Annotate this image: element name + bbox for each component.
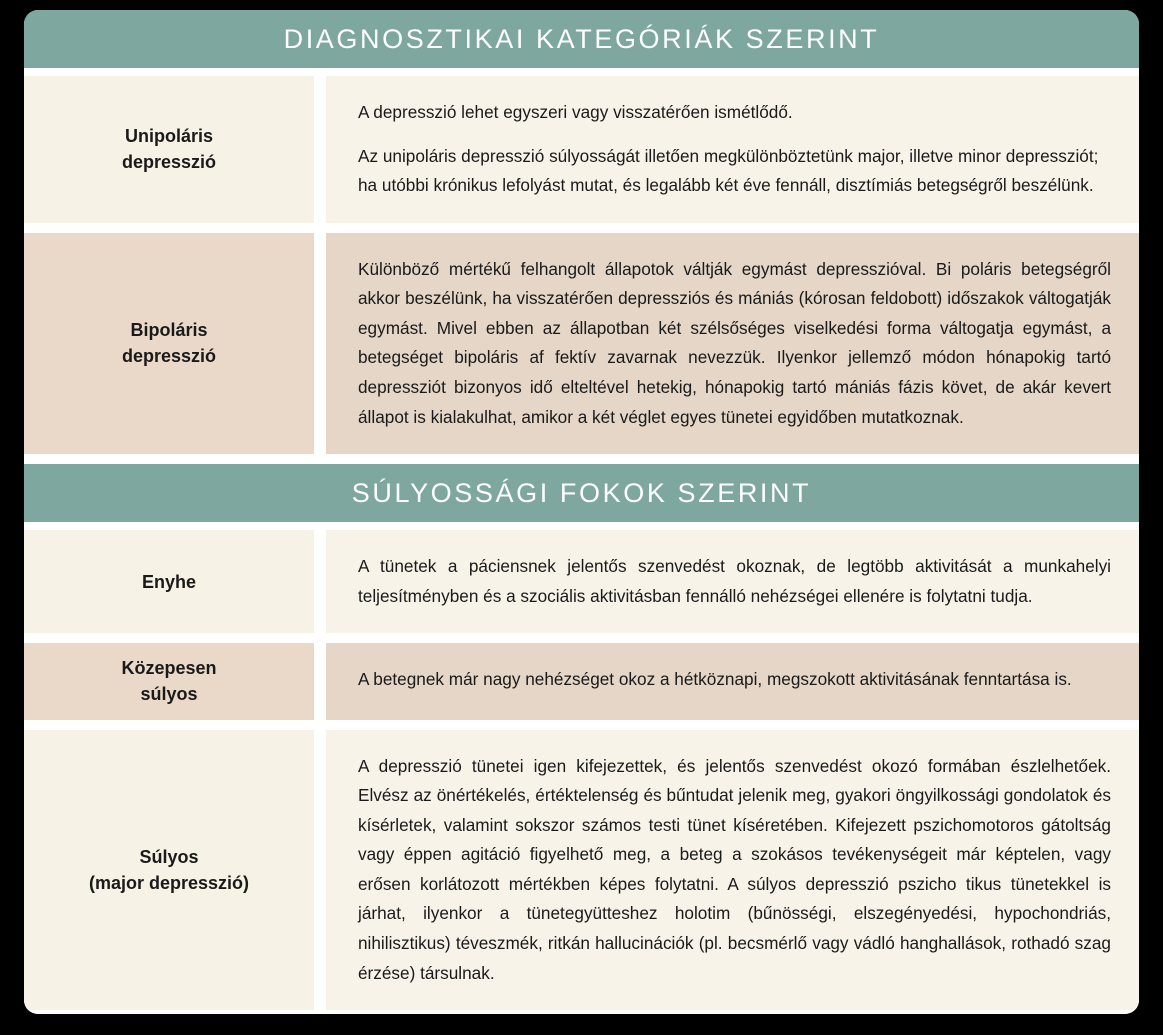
sections-container bbox=[24, 10, 1139, 1014]
paragraph: A depresszió tünetei igen kifejezettek, és jelentős szenvedést okozó formában észlelhetőek. Elvész az önértékelés, értéktelenség és bűntudat jelenik meg, gyakori öngyilkossági gondolatok és kísérletek, valamint sokszor számos testi tünet kíséretében. Kifejezett pszichomotoros gátoltság vagy éppen agitáció figyelhető meg, a beteg a szokásos tevékenységeit már képtelen, vagy erősen korlátozott mértékben képes folytatni. A súlyos depresszió pszicho tikus tünetekkel is járhat, ilyenkor a tünetegyütteshez holotim (bűnösségi, elszegényedési, hypochondriás, nihilisztikus) téveszmék, ritkán hallucinációk (pl. becsmérlő vagy vádló hanghallások, rothadó szag érzése) társulnak. bbox=[358, 755, 1111, 983]
paragraph: Az unipoláris depresszió súlyosságát illetően megkülönböztetünk major, illetve minor depressziót; ha utóbbi krónikus lefolyást mutat, és legalább két éve fennáll, disztímiás betegségről beszélünk. bbox=[358, 145, 1099, 196]
section-rows bbox=[24, 530, 1139, 1014]
table-row bbox=[24, 643, 1139, 729]
row-label-k-zepesen: Közepesen súlyos bbox=[24, 643, 314, 719]
section-rows bbox=[24, 76, 1139, 464]
table-page bbox=[24, 10, 1139, 1014]
paragraph: A betegnek már nagy nehézséget okoz a hétköznapi, megszokott aktivitásának fenntartása is. bbox=[358, 669, 1072, 690]
table-row bbox=[24, 730, 1139, 1014]
table-row bbox=[24, 233, 1139, 464]
row-label-bipol-ris: Bipoláris depresszió bbox=[24, 233, 314, 454]
row-description-s-lyos bbox=[326, 730, 1139, 1011]
row-description-unipol-ris bbox=[326, 76, 1139, 223]
row-label-s-lyos: Súlyos (major depresszió) bbox=[24, 730, 314, 1011]
table-row bbox=[24, 530, 1139, 643]
header-spacer bbox=[24, 68, 1139, 76]
section-header-1: DIAGNOSZTIKAI KATEGÓRIÁK SZERINT bbox=[24, 10, 1139, 68]
table-row bbox=[24, 76, 1139, 233]
row-label-unipol-ris: Unipoláris depresszió bbox=[24, 76, 314, 223]
row-description-k-zepesen bbox=[326, 643, 1139, 719]
row-label-enyhe: Enyhe bbox=[24, 530, 314, 633]
row-description-bipol-ris bbox=[326, 233, 1139, 454]
paragraph: A tünetek a páciensnek jelentős szenvedést okoznak, de legtöbb aktivitását a munkahelyi teljesítményben és a szociális aktivitásban fennálló nehézségei ellenére is folytatni tudja. bbox=[358, 556, 1111, 606]
header-spacer bbox=[24, 522, 1139, 530]
section-header-2: SÚLYOSSÁGI FOKOK SZERINT bbox=[24, 464, 1139, 522]
row-description-enyhe bbox=[326, 530, 1139, 633]
paragraph: Különböző mértékű felhangolt állapotok váltják egymást depresszióval. Bi poláris betegségről akkor beszélünk, ha visszatérően depressziós és mániás (kórosan feldobott) időszakok váltogatják egymást. Mivel ebben az állapotban két szélsőséges viselkedési forma váltogatja egymást, a betegséget bipoláris af fektív zavarnak nevezzük. Ilyenkor jellemző módon hónapokig tartó depressziót bizonyos idő elteltével hetekig, hónapokig tartó mániás fázis követ, de akár kevert állapot is kialakulhat, amikor a két véglet egyes tünetei egyidőben mutatkoznak. bbox=[358, 258, 1111, 427]
paragraph: A depresszió lehet egyszeri vagy visszatérően ismétlődő. bbox=[358, 102, 793, 122]
